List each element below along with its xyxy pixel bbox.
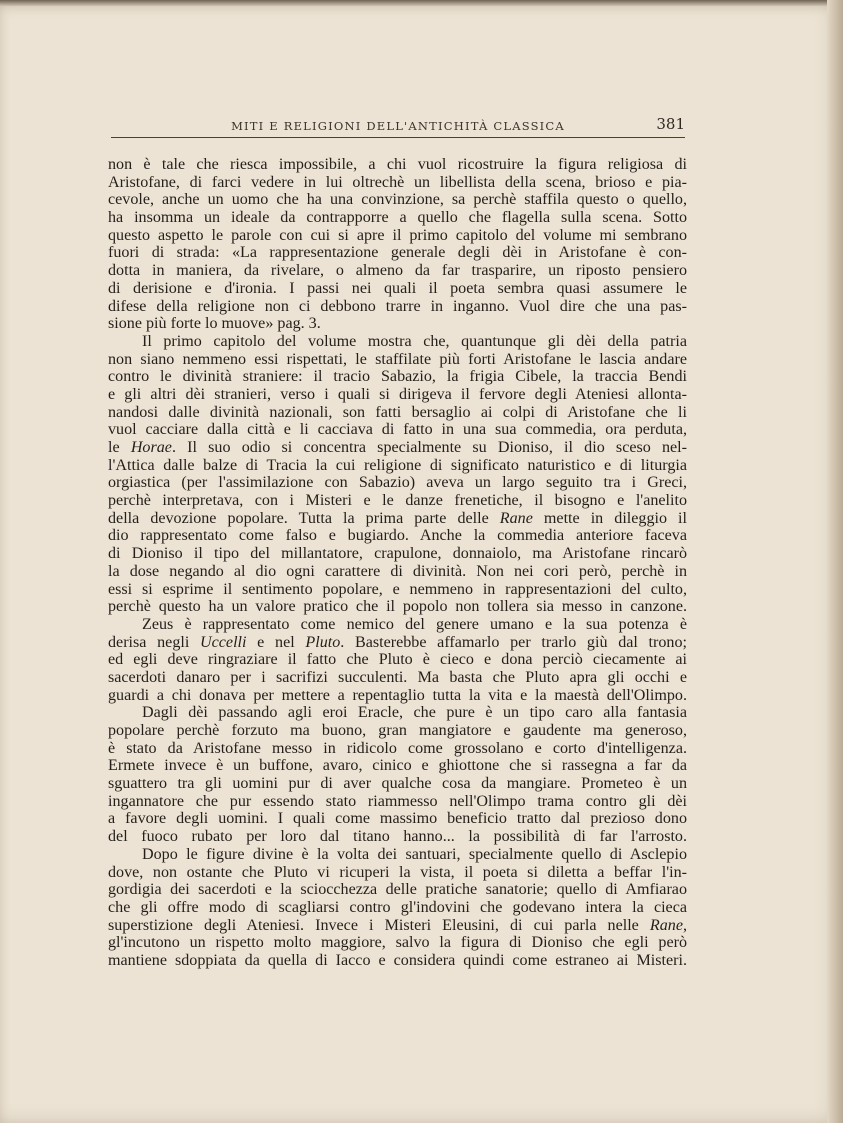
text-line: della devozione popolare. Tutta la prima parte delle Rane mette in dileggio il — [108, 509, 687, 527]
text-line: superstizione degli Ateniesi. Invece i Misteri Eleusini, di cui parla nelle Rane, — [108, 916, 687, 934]
text-line: ed egli deve ringraziare il fatto che Pluto è cieco e dona perciò ciecamente ai — [108, 651, 687, 669]
text-line: sacerdoti danaro per i sacrifizi succulenti. Ma basta che Pluto apra gli occhi e — [108, 668, 687, 686]
text-line: e gli altri dèi stranieri, verso i quali si dirigeva il fervore degli Ateniesi allonta- — [108, 385, 687, 403]
text-line: che gli offre modo di scagliarsi contro gl'indovini che godevano intera la cieca — [108, 898, 687, 916]
paragraph-start-line: Dopo le figure divine è la volta dei santuari, specialmente quello di Asclepio — [142, 845, 687, 863]
running-header — [111, 113, 685, 137]
text-line: derisa negli Uccelli e nel Pluto. Basterebbe affamarlo per trarlo giù dal trono; — [108, 633, 688, 651]
body-text — [108, 156, 687, 970]
text-line: ingannatore che pur essendo stato riammesso nell'Olimpo trama contro gli dèi — [108, 792, 687, 810]
text-line: è stato da Aristofane messo in ridicolo come grossolano e corto d'intelligenza. — [108, 739, 687, 757]
text-line: fuori di strada: «La rappresentazione generale degli dèi in Aristofane è con- — [108, 244, 687, 262]
text-line: questo aspetto le parole con cui si apre il primo capitolo del volume mi sembrano — [108, 226, 687, 244]
text-line: la dose negando al dio ogni carattere di divinità. Non nei cori però, perchè in — [108, 562, 687, 580]
text-line: guardi a chi donava per mettere a repentaglio tutta la vita e la maestà dell'Olimpo. — [108, 686, 687, 704]
text-line: orgiastica (per l'assimilazione con Sabazio) aveva un largo seguito tra i Greci, — [108, 474, 687, 492]
text-line: sguattero tra gli uomini pur di aver qualche cosa da mangiare. Prometeo è un — [108, 775, 687, 793]
text-line: di Dioniso il tipo del millantatore, crapulone, donnaiolo, ma Aristofane rincarò — [108, 545, 687, 563]
text-line: vuol cacciare dalla città e li cacciava di fatto in una sua commedia, ora perduta, — [108, 421, 687, 439]
paragraph-end-line: sione più forte lo muove» pag. 3. — [108, 315, 321, 333]
text-line: non siano nemmeno essi rispettati, le staffilate più forti Aristofane le lascia andare — [108, 350, 687, 368]
text-line: contro le divinità straniere: il tracio Sabazio, la frigia Cibele, la traccia Bendi — [108, 368, 687, 386]
text-line: le Horae. Il suo odio si concentra specialmente su Dioniso, il dio sceso nel- — [108, 439, 688, 456]
text-line: dove, non ostante che Pluto vi ricuperi la vista, il poeta si diletta a beffar l'in- — [108, 863, 687, 881]
page-top-edge — [0, 0, 843, 6]
text-line: nandosi dalle divinità nazionali, son fatti bersaglio ai colpi di Aristofane che li — [108, 403, 687, 421]
page-right-edge — [827, 0, 843, 1123]
paragraph-start-line: Zeus è rappresentato come nemico del genere umano e la sua potenza è — [142, 615, 687, 633]
paragraph-start-line: Il primo capitolo del volume mostra che, quantunque gli dèi della patria — [142, 332, 687, 350]
text-line: popolare perchè forzuto ma buono, gran mangiatore e gaudente ma generoso, — [108, 722, 687, 739]
text-line: dio rappresentato come falso e bugiardo. Anche la commedia anteriore faceva — [108, 527, 687, 545]
text-line: Ermete invece è un buffone, avaro, cinico e ghiottone che si rassegna a far da — [108, 757, 687, 775]
page-number: 381 — [656, 115, 685, 133]
text-line: Aristofane, di farci vedere in lui oltrechè un libellista della scena, brioso e pia- — [108, 173, 687, 191]
text-line: gordigia dei sacerdoti e la sciocchezza delle pratiche sanatorie; quello di Amfiarao — [108, 881, 687, 899]
text-line: dotta in maniera, da rivelare, o almeno da far trasparire, un riposto pensiero — [108, 262, 687, 280]
text-line: a favore degli uomini. I quali come massimo beneficio tratto dal prezioso dono — [108, 810, 687, 828]
text-line: l'Attica dalle balze di Tracia la cui religione di significato naturistico e di liturgia — [108, 456, 687, 474]
text-line: perchè interpretava, con i Misteri e le danze frenetiche, il bisogno e l'anelito — [108, 492, 687, 510]
text-line: difese della religione non ci debbono trarre in inganno. Vuol dire che una pas- — [108, 297, 687, 315]
text-line: cevole, anche un uomo che ha una convinzione, sa perchè staffila questo o quello, — [108, 191, 687, 209]
running-title: MITI E RELIGIONI DELL'ANTICHITÀ CLASSICA — [231, 119, 565, 133]
text-line: essi si esprime il sentimento popolare, e nemmeno in rappresentazioni del culto, — [108, 580, 687, 598]
text-line: del fuoco rubato per loro dal titano hanno... la possibilità di far l'arrosto. — [108, 828, 687, 846]
text-line: mantiene sdoppiata da quella di Iacco e considera quindi come estraneo ai Misteri. — [108, 951, 687, 969]
header-rule — [111, 137, 685, 138]
text-line: perchè questo ha un valore pratico che il popolo non tollera sia messo in canzone. — [108, 598, 687, 616]
text-line: gl'incutono un rispetto molto maggiore, salvo la figura di Dioniso che egli però — [108, 934, 687, 952]
paragraph-start-line: Dagli dèi passando agli eroi Eracle, che pure è un tipo caro alla fantasia — [142, 704, 687, 722]
text-line: non è tale che riesca impossibile, a chi vuol ricostruire la figura religiosa di — [108, 156, 687, 173]
text-line: di derisione e d'ironia. I passi nei quali il poeta sembra quasi assumere le — [108, 279, 687, 297]
text-line: ha insomma un ideale da contrapporre a quello che flagella sulla scena. Sotto — [108, 209, 687, 227]
